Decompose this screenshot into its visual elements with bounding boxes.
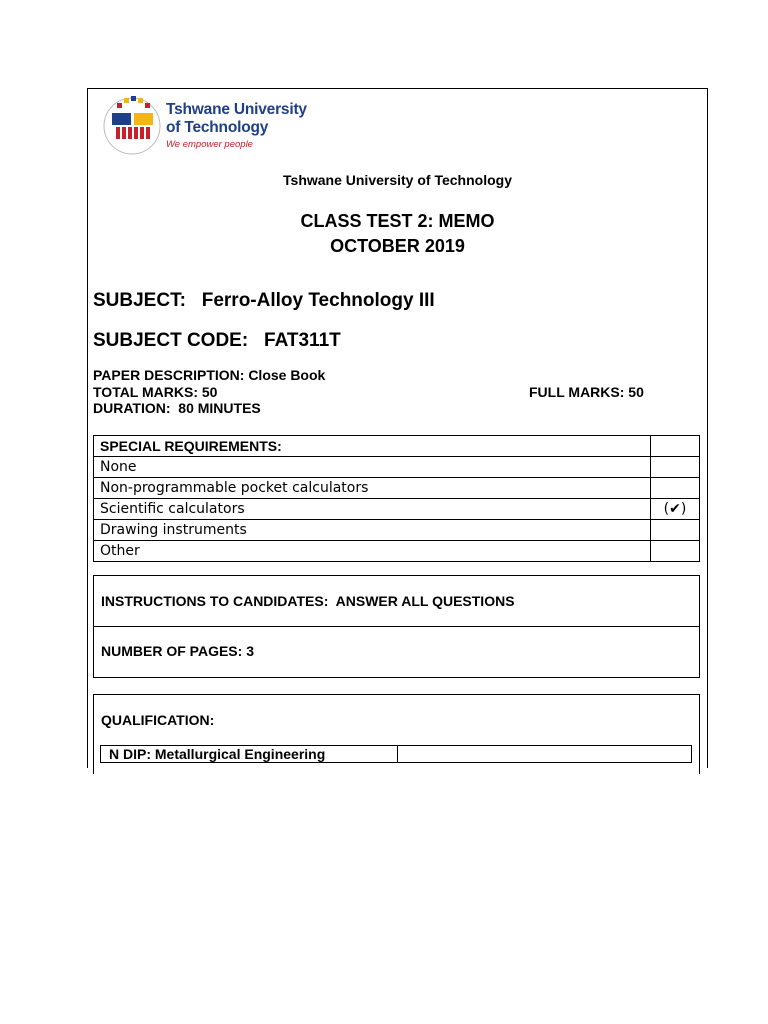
table-row xyxy=(94,541,700,562)
requirement-check xyxy=(651,541,700,562)
qualification-value: N DIP: Metallurgical Engineering xyxy=(109,746,326,762)
requirement-label: None xyxy=(94,457,651,478)
requirement-label: Other xyxy=(94,541,651,562)
instructions-divider xyxy=(94,626,699,627)
qualification-table xyxy=(100,745,692,763)
qualification-label: QUALIFICATION: xyxy=(101,712,215,728)
table-row xyxy=(94,499,700,520)
requirement-check: (✔) xyxy=(651,499,700,520)
requirements-check-cell xyxy=(651,436,700,457)
total-marks: TOTAL MARKS: 50 xyxy=(93,384,218,400)
requirement-check xyxy=(651,478,700,499)
logo-text-line1: Tshwane University xyxy=(166,101,307,118)
requirement-label: Scientific calculators xyxy=(94,499,651,520)
number-of-pages: NUMBER OF PAGES: 3 xyxy=(101,643,254,659)
subject-line: SUBJECT: Ferro-Alloy Technology III xyxy=(93,290,435,311)
qualification-box xyxy=(93,694,700,774)
test-title: CLASS TEST 2: MEMO xyxy=(300,211,495,231)
qualification-cell xyxy=(101,746,398,762)
logo-text-line2: of Technology xyxy=(166,119,269,136)
table-row xyxy=(94,436,700,457)
table-row xyxy=(94,478,700,499)
requirement-label: Drawing instruments xyxy=(94,520,651,541)
requirement-check xyxy=(651,520,700,541)
special-requirements-table xyxy=(93,435,700,562)
university-name: Tshwane University of Technology xyxy=(283,172,512,188)
requirements-heading: SPECIAL REQUIREMENTS: xyxy=(94,436,651,457)
instructions-box xyxy=(93,575,700,678)
instructions-text: INSTRUCTIONS TO CANDIDATES: ANSWER ALL QUESTIONS xyxy=(101,593,515,609)
qualification-empty-cell xyxy=(398,746,691,762)
requirement-check xyxy=(651,457,700,478)
test-date: OCTOBER 2019 xyxy=(330,236,465,256)
requirement-label: Non-programmable pocket calculators xyxy=(94,478,651,499)
table-row xyxy=(94,520,700,541)
logo-tagline: We empower people xyxy=(166,139,253,150)
full-marks: FULL MARKS: 50 xyxy=(529,384,644,400)
duration: DURATION: 80 MINUTES xyxy=(93,400,261,416)
subject-code-line: SUBJECT CODE: FAT311T xyxy=(93,330,341,351)
paper-description: PAPER DESCRIPTION: Close Book xyxy=(93,367,326,383)
table-row xyxy=(94,457,700,478)
